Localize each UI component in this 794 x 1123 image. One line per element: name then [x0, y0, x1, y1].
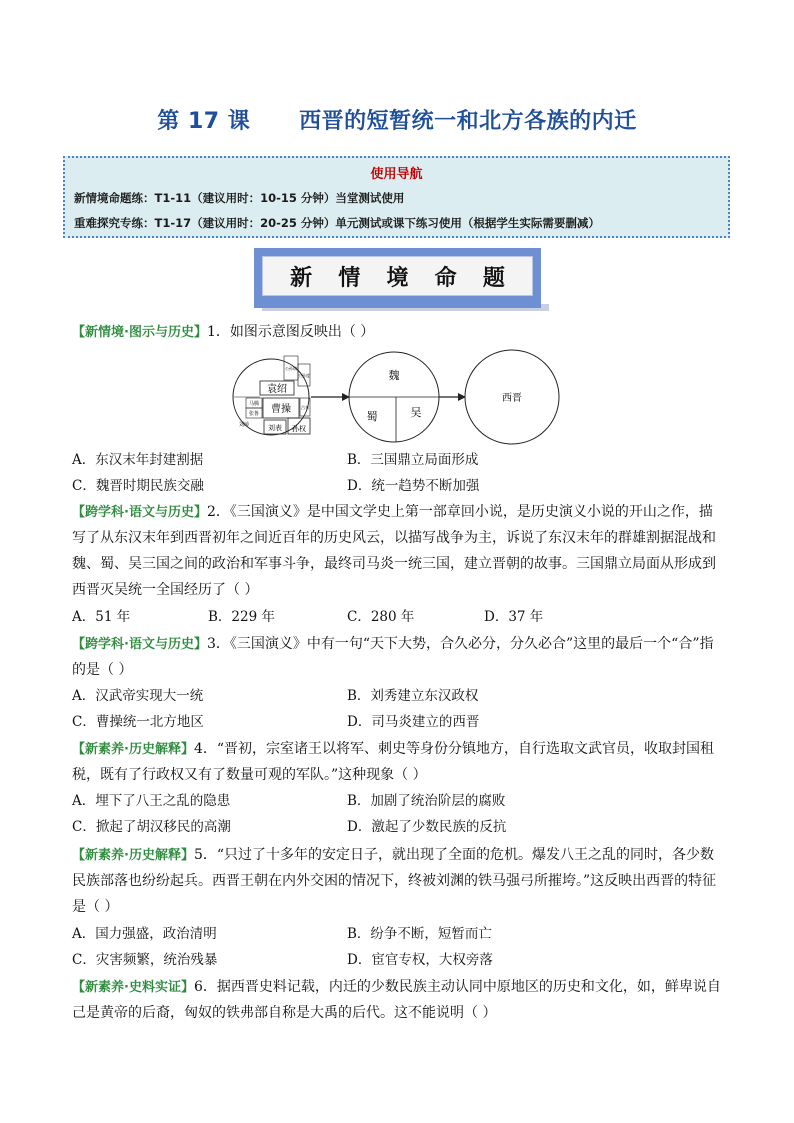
- label-liu-zhang: 刘璋: [238, 422, 250, 428]
- question-text: 3．《三国演义》中有一句“天下大势，合久必分，分久必合”这里的最后一个“合”指: [206, 636, 714, 652]
- question-text: 5．“只过了十多年的安定日子，就出现了全面的危机。爆发八王之乱的同时，各少数: [193, 847, 715, 863]
- usage-line-new-context: 新情境命题练：T1-11（建议用时：10-15 分钟）当堂测试使用: [74, 191, 405, 205]
- q3-option-d[interactable]: D．司马炎建立的西晋: [347, 714, 480, 730]
- label-gongsun-du: 公孙度: [298, 373, 310, 378]
- q2-option-d[interactable]: D．37 年: [484, 609, 544, 625]
- q1-option-b[interactable]: B．三国鼎立局面形成: [347, 452, 479, 468]
- label-zhang-lu: 张鲁: [248, 411, 260, 417]
- q2-option-a[interactable]: A．51 年: [72, 609, 131, 625]
- question-6-line-2: 己是黄帝的后裔，匈奴的铁弗部自称是大禹的后代。这不能说明（ ）: [72, 1005, 497, 1021]
- q1-option-d[interactable]: D．统一趋势不断加强: [347, 478, 480, 494]
- question-text: 4．“晋初，宗室诸王以将军、刺史等身份分镇地方，自行选取文武官员，收取封国租: [193, 741, 715, 757]
- q5-option-a[interactable]: A．国力强盛，政治清明: [72, 926, 217, 942]
- q5-option-c[interactable]: C．灾害频繁，统治残暴: [72, 952, 218, 968]
- label-shu: 蜀: [366, 410, 378, 423]
- banner-char: 命: [434, 265, 457, 291]
- western-jin-circle: [465, 350, 559, 444]
- q5-option-d[interactable]: D．宦官专权，大权旁落: [347, 952, 493, 968]
- question-5: [72, 845, 714, 866]
- section-banner: [254, 248, 541, 308]
- question-text: 6．据西晋史料记载，内迁的少数民族主动认同中原地区的历史和文化，如，鲜卑说自: [193, 979, 721, 995]
- q3-option-b[interactable]: B．刘秀建立东汉政权: [347, 688, 479, 704]
- three-kingdoms-diagram: [232, 348, 564, 446]
- arrow-icon: [311, 393, 350, 401]
- label-gongsun-zan: 公孙瓒: [285, 366, 297, 371]
- question-4-line-2: 税，既有了行政权又有了数量可观的军队。”这种现象（ ）: [72, 767, 427, 783]
- label-lu-bu: 吕布: [301, 405, 309, 410]
- q4-option-d[interactable]: D．激起了少数民族的反抗: [347, 819, 507, 835]
- banner-char: 境: [386, 265, 409, 291]
- label-yuan-shao: 袁绍: [267, 384, 287, 395]
- q4-option-c[interactable]: C．掀起了胡汉移民的高潮: [72, 819, 231, 835]
- question-tag: 【跨学科·语文与历史】: [72, 637, 207, 652]
- question-6: [72, 977, 721, 998]
- question-text: 2．《三国演义》是中国文学史上第一部章回小说，是历史演义小说的开山之作，描: [206, 504, 713, 520]
- question-5-line-3: 是（ ）: [72, 899, 119, 915]
- banner-char: 新: [290, 265, 313, 291]
- label-cao-cao: 曹操: [271, 404, 291, 415]
- question-2-line-2: 写了从东汉末年到西晋初年之间近百年的历史风云，以描写战争为主，诉说了东汉末年的群雄割据混战和: [72, 530, 716, 546]
- usage-navigation-box: [63, 156, 730, 238]
- question-2-line-4: 西晋灭吴统一全国经历了（ ）: [72, 582, 259, 598]
- question-tag: 【新情境·图示与历史】: [72, 325, 207, 340]
- q3-option-c[interactable]: C．曹操统一北方地区: [72, 714, 204, 730]
- label-liu-biao: 刘表: [268, 424, 282, 432]
- three-kingdoms-circle: [349, 352, 439, 442]
- question-5-line-2: 民族部落也纷纷起兵。西晋王朝在内外交困的情况下，终被刘渊的铁马强弓所摧垮。”这反映出西晋的特征: [72, 873, 717, 889]
- q2-option-c[interactable]: C．280 年: [347, 609, 415, 625]
- question-1: [72, 322, 374, 343]
- question-3-line-2: 的是（ ）: [72, 662, 133, 678]
- q3-option-a[interactable]: A．汉武帝实现大一统: [72, 688, 204, 704]
- warlord-circle: [233, 356, 310, 435]
- question-tag: 【新素养·历史解释】: [72, 848, 194, 863]
- arrow-icon: [439, 393, 466, 401]
- label-sun-quan: 孙权: [292, 425, 306, 433]
- label-wu: 吴: [410, 406, 422, 419]
- label-ma-teng: 马腾: [248, 401, 260, 407]
- section-banner-inner: [262, 256, 533, 296]
- banner-char: 情: [338, 265, 361, 291]
- question-4: [72, 739, 714, 760]
- usage-line-key-points: 重难探究专练：T1-17（建议用时：20-25 分钟）单元测试或课下练习使用（根据学生实际需要删减）: [74, 216, 600, 230]
- question-tag: 【新素养·历史解释】: [72, 742, 194, 757]
- question-tag: 【跨学科·语文与历史】: [72, 505, 207, 520]
- question-tag: 【新素养·史料实证】: [72, 980, 194, 995]
- question-text: 1．如图示意图反映出（ ）: [206, 324, 375, 340]
- q1-option-c[interactable]: C．魏晋时期民族交融: [72, 478, 204, 494]
- usage-navigation-heading: 使用导航: [370, 167, 423, 182]
- question-2: [72, 502, 713, 523]
- q5-option-b[interactable]: B．纷争不断，短暂而亡: [347, 926, 492, 942]
- question-3: [72, 634, 714, 655]
- q2-option-b[interactable]: B．229 年: [208, 609, 275, 625]
- label-wei: 魏: [388, 369, 400, 382]
- banner-char: 题: [482, 265, 505, 291]
- label-western-jin: 西晋: [502, 393, 522, 404]
- q4-option-b[interactable]: B．加剧了统治阶层的腐败: [347, 793, 506, 809]
- page-title: 第 17 课 西晋的短暂统一和北方各族的内迁: [157, 109, 637, 134]
- q1-option-a[interactable]: A．东汉末年封建割据: [72, 452, 204, 468]
- q4-option-a[interactable]: A．埋下了八王之乱的隐患: [72, 793, 231, 809]
- question-2-line-3: 魏、蜀、吴三国之间的政治和军事斗争，最终司马炎一统三国，建立晋朝的故事。三国鼎立局面从形成到: [72, 556, 716, 572]
